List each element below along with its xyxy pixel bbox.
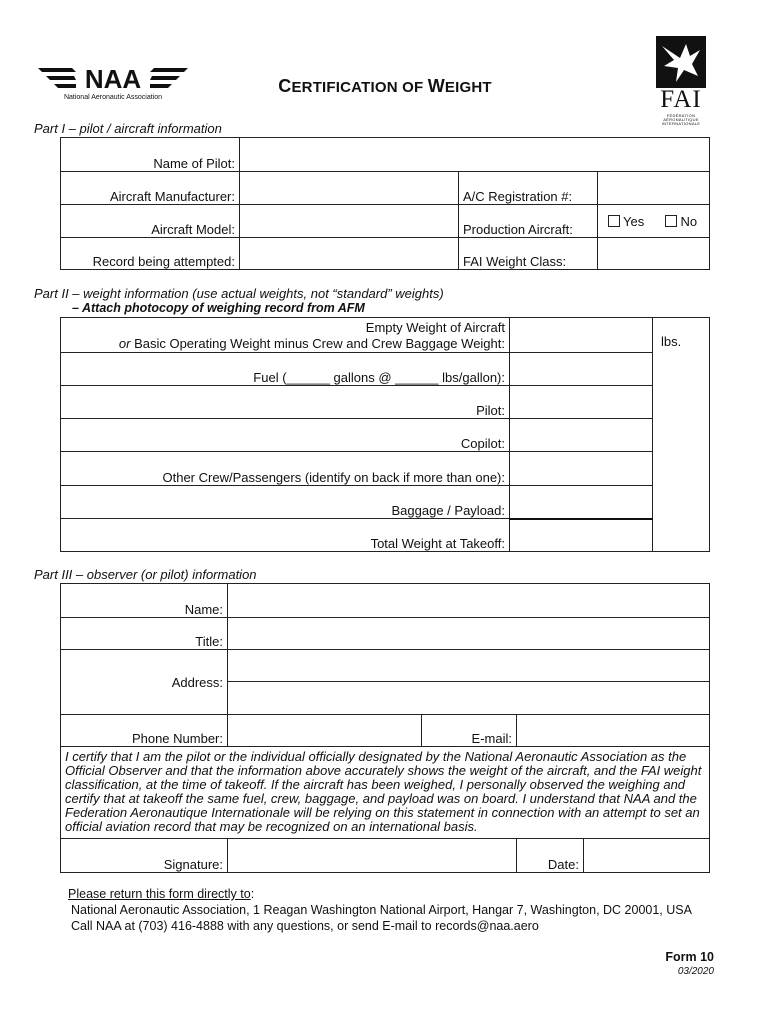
date-field[interactable] (584, 839, 710, 873)
observer-address-field[interactable] (228, 650, 710, 715)
baggage-label: Baggage / Payload: (61, 486, 510, 519)
name-of-pilot-label: Name of Pilot: (61, 138, 240, 172)
phone-label: Phone Number: (61, 715, 228, 747)
return-address: National Aeronautic Association, 1 Reagan Washington National Airport, Hangar 7, Washington, DC 20001, USA (71, 903, 692, 917)
aircraft-manufacturer-label: Aircraft Manufacturer: (61, 172, 240, 205)
contact-line: Call NAA at (703) 416-4888 with any questions, or send E-mail to records@naa.aero (71, 919, 539, 933)
observer-name-label: Name: (61, 584, 228, 618)
form-revision-date: 03/2020 (677, 966, 714, 977)
empty-weight-label: Empty Weight of Aircraft or Basic Operating Weight minus Crew and Crew Baggage Weight: (61, 318, 510, 353)
other-crew-field[interactable] (510, 452, 653, 486)
no-label: No (680, 213, 698, 229)
no-checkbox[interactable] (665, 215, 677, 227)
record-attempted-label: Record being attempted: (61, 238, 240, 270)
email-field[interactable] (517, 715, 710, 747)
empty-weight-field[interactable] (510, 318, 653, 353)
signature-field[interactable] (228, 839, 517, 873)
name-of-pilot-field[interactable] (240, 138, 710, 172)
return-instructions: Please return this form directly to: National Aeronautic Association, 1 Reagan Washington National Airport, Hangar 7, Washington, DC 20001, USA Call NAA at (703) 416-4888 with any questions, or send E-mail to records@naa.aero (68, 887, 692, 933)
ac-registration-label: A/C Registration #: (459, 172, 598, 205)
observer-address-label: Address: (61, 650, 228, 715)
record-attempted-field[interactable] (240, 238, 459, 270)
part2-table (60, 317, 710, 552)
svg-text:National Aeronautic Associatio: National Aeronautic Association (63, 94, 163, 101)
lbs-unit: lbs. (653, 318, 710, 552)
aircraft-manufacturer-field[interactable] (240, 172, 459, 205)
aircraft-model-field[interactable] (240, 205, 459, 238)
fai-bird-icon (656, 36, 706, 88)
date-label: Date: (517, 839, 584, 873)
part3-heading: Part III – observer (or pilot) information (34, 567, 257, 582)
page-title: CERTIFICATION OF WEIGHT (278, 76, 492, 96)
form-number: Form 10 (665, 950, 714, 964)
yes-checkbox[interactable] (608, 215, 620, 227)
observer-name-field[interactable] (228, 584, 710, 618)
observer-title-field[interactable] (228, 618, 710, 650)
total-weight-field[interactable] (510, 519, 653, 552)
production-aircraft-options (598, 205, 710, 238)
part3-table (60, 583, 710, 873)
fai-logo: FAI FÉDÉRATION AÉRONAUTIQUE INTERNATIONALE (656, 36, 706, 128)
return-label: Please return this form directly to (68, 887, 251, 901)
production-aircraft-label: Production Aircraft: (459, 205, 598, 238)
phone-field[interactable] (228, 715, 422, 747)
signature-label: Signature: (61, 839, 228, 873)
part1-heading: Part I – pilot / aircraft information (34, 121, 222, 136)
fai-weight-class-field[interactable] (598, 238, 710, 270)
ac-registration-field[interactable] (598, 172, 710, 205)
fuel-field[interactable] (510, 353, 653, 386)
fuel-label: Fuel (______ gallons @ ______ lbs/gallon): (61, 353, 510, 386)
part2-heading: Part II – weight information (use actual weights, not “standard” weights) (34, 286, 444, 301)
baggage-field[interactable] (510, 486, 653, 519)
email-label: E-mail: (422, 715, 517, 747)
total-weight-label: Total Weight at Takeoff: (61, 519, 510, 552)
observer-title-label: Title: (61, 618, 228, 650)
fai-weight-class-label: FAI Weight Class: (459, 238, 598, 270)
pilot-weight-field[interactable] (510, 386, 653, 419)
svg-text:NAA: NAA (84, 64, 142, 94)
other-crew-label: Other Crew/Passengers (identify on back if more than one): (61, 452, 510, 486)
certification-statement: I certify that I am the pilot or the individual officially designated by the National Aeronautic Association as the Official Observer and that the information above accurately shows the weight of the aircraft, and the FAI weight classification, at the time of takeoff. If the aircraft has been weighed, I personally observed the weighing and certify that at takeoff the same fuel, crew, baggage, and payload was on board. I understand that NAA and the Federation Aeronautique Internationale will be relying on this statement in connection with an attempt to set an official aviation record that may be recognized on an international basis. (61, 747, 710, 839)
copilot-weight-label: Copilot: (61, 419, 510, 452)
copilot-weight-field[interactable] (510, 419, 653, 452)
aircraft-model-label: Aircraft Model: (61, 205, 240, 238)
pilot-weight-label: Pilot: (61, 386, 510, 419)
part1-table (60, 137, 710, 270)
yes-label: Yes (623, 213, 645, 229)
attach-note: – Attach photocopy of weighing record from AFM (72, 301, 365, 315)
